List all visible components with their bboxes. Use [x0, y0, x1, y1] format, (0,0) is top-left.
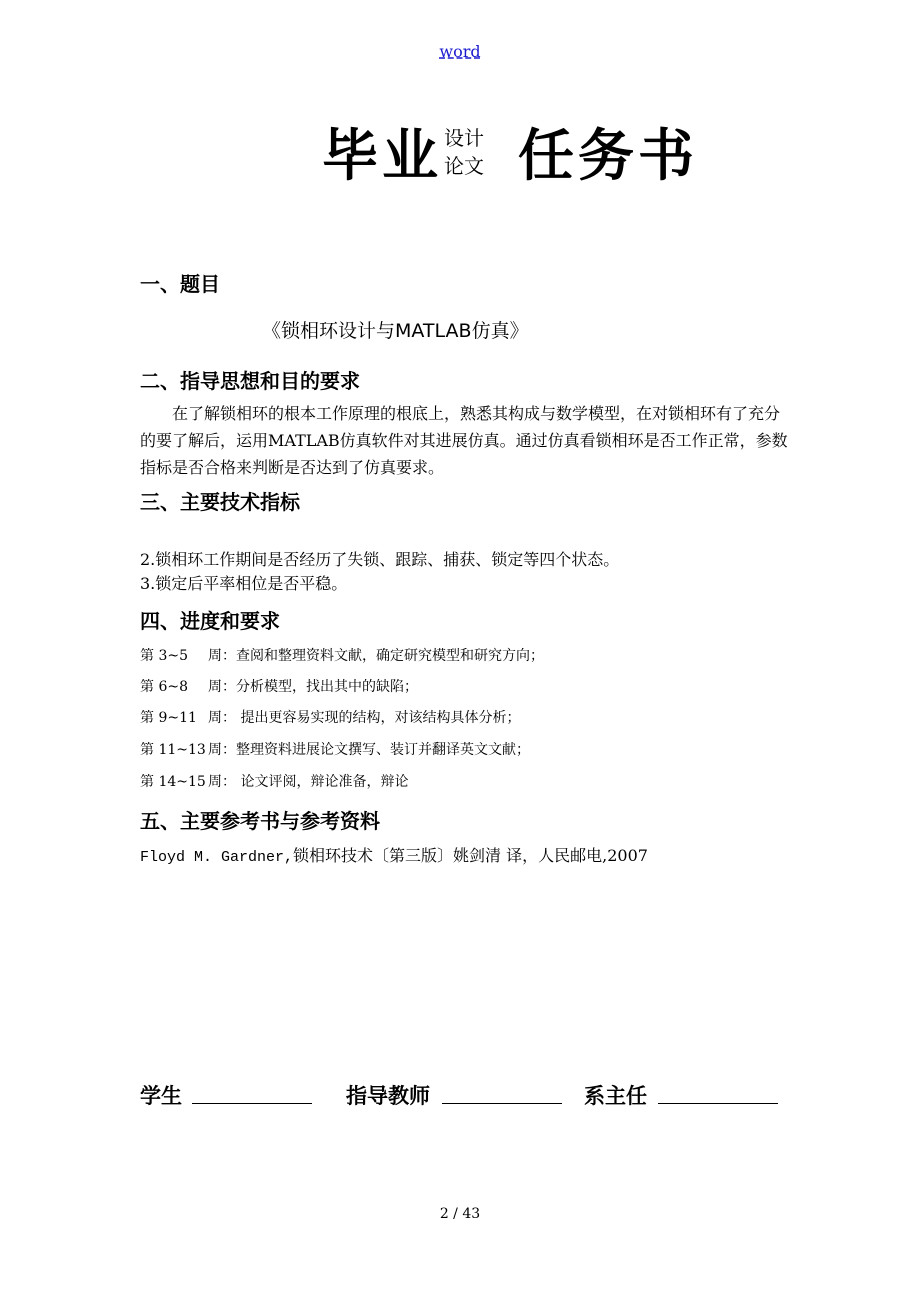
guidance-paragraph: 在了解锁相环的根本工作原理的根底上，熟悉其构成与数学模型，在对锁相环有了充分的要了解后，运用MATLAB仿真软件对其进展仿真。通过仿真看锁相环是否工作正常，参数指标是否合格来判断是否达到了仿真要求。	[140, 404, 788, 477]
topic-title: 《锁相环设计与MATLAB仿真》	[262, 320, 529, 342]
section-tech-heading: 三、主要技术指标	[140, 490, 300, 514]
schedule-weeks: 第 14~15	[140, 774, 206, 790]
title-task-book: 任务书	[518, 124, 698, 189]
signature-advisor-label: 指导教师	[346, 1084, 430, 1108]
tech-item-3: 3.锁定后平率相位是否平稳。	[140, 574, 348, 593]
title-stack-design: 设计	[444, 126, 484, 150]
schedule-row	[140, 707, 520, 727]
section-schedule-heading: 四、进度和要求	[140, 609, 280, 633]
schedule-row	[140, 771, 408, 791]
section-references-heading: 五、主要参考书与参考资料	[140, 809, 380, 833]
schedule-task: 周： 论文评阅，辩论准备，辩论	[208, 774, 409, 790]
signature-student-line[interactable]	[192, 1103, 312, 1104]
signature-dept-head-label: 系主任	[584, 1084, 647, 1108]
schedule-row	[140, 739, 530, 759]
schedule-weeks: 第 3~5	[140, 648, 188, 664]
section-guidance-heading: 二、指导思想和目的要求	[140, 369, 360, 393]
title-stack-thesis: 论文	[444, 154, 484, 178]
schedule-task: 周：分析模型，找出其中的缺陷；	[208, 679, 418, 695]
reference-author: Floyd M. Gardner,	[140, 849, 294, 866]
page-indicator: 2 / 43	[439, 1206, 481, 1222]
schedule-row	[140, 645, 544, 665]
title-design-thesis-stack	[444, 124, 484, 180]
schedule-task: 周：查阅和整理资料文献，确定研究模型和研究方向；	[208, 648, 544, 664]
schedule-weeks: 第 11~13	[140, 742, 206, 758]
signature-dept-head-line[interactable]	[658, 1103, 778, 1104]
signature-student-label: 学生	[140, 1084, 182, 1108]
reference-citation: 锁相环技术〔第三版〕姚剑清 译，人民邮电,2007	[293, 846, 648, 865]
reference-entry	[140, 843, 648, 866]
tech-item-2: 2.锁相环工作期间是否经历了失锁、跟踪、捕获、锁定等四个状态。	[140, 550, 620, 569]
title-graduation: 毕业	[322, 124, 442, 189]
signature-advisor-line[interactable]	[442, 1103, 562, 1104]
schedule-weeks: 第 9~11	[140, 710, 197, 726]
schedule-task: 周： 提出更容易实现的结构，对该结构具体分析；	[208, 710, 521, 726]
schedule-weeks: 第 6~8	[140, 679, 188, 695]
schedule-task: 周：整理资料进展论文撰写、装订并翻译英文文献；	[208, 742, 530, 758]
schedule-row	[140, 676, 418, 696]
header-word-link[interactable]: word	[439, 42, 481, 61]
section-topic-heading: 一、题目	[140, 272, 220, 296]
